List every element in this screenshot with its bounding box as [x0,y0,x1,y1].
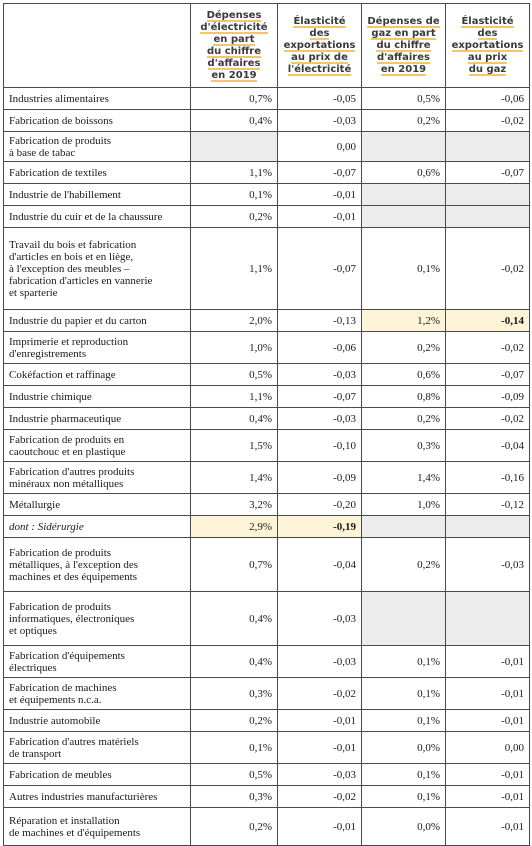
cell-gas-share: 1,0% [362,494,446,516]
cell-elec-elasticity: -0,03 [278,592,362,646]
header-elec-elasticity [278,4,362,88]
cell-gas-elasticity: -0,02 [446,110,530,132]
table-row [4,710,530,732]
cell-gas-elasticity: -0,06 [446,88,530,110]
row-label-line: de transport [9,747,62,760]
row-label [4,808,191,846]
row-label-line: à base de tabac [9,146,76,159]
row-label-line: Industries alimentaires [9,92,109,105]
row-label-line: Fabrication d'équipements [9,649,125,662]
row-label [4,110,191,132]
header-label-cell [4,4,191,88]
cell-elec-elasticity: -0,04 [278,538,362,592]
cell-elec-share: 0,2% [191,808,278,846]
cell-gas-share: 0,3% [362,430,446,462]
row-label [4,132,191,162]
cell-gas-share: 0,2% [362,332,446,364]
cell-gas-share: 0,5% [362,88,446,110]
row-label [4,646,191,678]
row-label-line: Métallurgie [9,498,61,511]
row-label-line: Fabrication de produits [9,600,112,613]
row-label [4,184,191,206]
cell-gas-share [362,184,446,206]
cell-elec-elasticity: -0,13 [278,310,362,332]
table-row [4,332,530,364]
row-label [4,710,191,732]
cell-gas-share: 0,1% [362,786,446,808]
row-label-line: machines et des équipements [9,570,137,583]
cell-elec-elasticity: -0,02 [278,786,362,808]
cell-gas-share: 0,1% [362,764,446,786]
cell-gas-elasticity: -0,01 [446,764,530,786]
cell-gas-share: 0,2% [362,110,446,132]
row-label [4,408,191,430]
cell-gas-elasticity: -0,04 [446,430,530,462]
table-row [4,110,530,132]
row-label [4,364,191,386]
cell-elec-share: 0,2% [191,710,278,732]
row-label-line: Fabrication d'autres matériels [9,735,139,748]
row-label [4,462,191,494]
cell-elec-share: 0,7% [191,538,278,592]
row-label [4,678,191,710]
table-body [4,88,530,846]
cell-elec-share: 0,2% [191,206,278,228]
header-text: Dépenses d'électricité en part du chiffre d'affaires en 2019 [200,9,268,81]
row-label-line: caoutchouc et en plastique [9,445,126,458]
table-row [4,494,530,516]
cell-elec-share: 0,4% [191,646,278,678]
row-label [4,786,191,808]
table-row [4,206,530,228]
cell-gas-elasticity: -0,02 [446,332,530,364]
row-label-line: dont : Sidérurgie [9,520,84,533]
table-row [4,592,530,646]
cell-elec-share: 0,1% [191,732,278,764]
row-label-line: minéraux non métalliques [9,477,124,490]
cell-gas-share: 0,0% [362,808,446,846]
table-row [4,732,530,764]
row-label-line: Fabrication de boissons [9,114,113,127]
cell-elec-share: 3,2% [191,494,278,516]
cell-gas-elasticity: -0,14 [446,310,530,332]
row-label [4,430,191,462]
cell-elec-share: 0,4% [191,110,278,132]
row-label [4,592,191,646]
cell-gas-elasticity: -0,16 [446,462,530,494]
cell-elec-share: 0,4% [191,408,278,430]
table-row [4,364,530,386]
row-label-line: Industrie de l'habillement [9,188,121,201]
cell-elec-elasticity: -0,01 [278,184,362,206]
cell-elec-elasticity: -0,03 [278,408,362,430]
row-label [4,162,191,184]
header-elec-share [191,4,278,88]
cell-elec-elasticity: -0,03 [278,364,362,386]
cell-elec-share: 1,5% [191,430,278,462]
cell-gas-elasticity [446,132,530,162]
row-label [4,332,191,364]
cell-gas-share: 0,2% [362,408,446,430]
cell-elec-share: 0,7% [191,88,278,110]
row-label-line: Fabrication de textiles [9,166,107,179]
cell-elec-share: 0,3% [191,678,278,710]
cell-gas-elasticity [446,592,530,646]
row-label-line: métalliques, à l'exception des [9,558,139,571]
cell-gas-elasticity [446,206,530,228]
cell-gas-elasticity: -0,02 [446,408,530,430]
cell-gas-share: 0,6% [362,162,446,184]
table-row [4,786,530,808]
cell-elec-share: 1,1% [191,386,278,408]
cell-elec-share: 1,4% [191,462,278,494]
cell-gas-share: 0,1% [362,678,446,710]
row-label-line: Fabrication de produits [9,546,112,559]
table-row [4,386,530,408]
cell-gas-share: 0,1% [362,646,446,678]
cell-gas-elasticity: -0,07 [446,162,530,184]
table-row [4,88,530,110]
row-label-line: Fabrication de produits [9,134,112,147]
cell-gas-share: 0,1% [362,228,446,310]
cell-gas-elasticity [446,184,530,206]
table-row [4,162,530,184]
table-row [4,228,530,310]
cell-elec-share: 1,0% [191,332,278,364]
cell-elec-share: 1,1% [191,162,278,184]
cell-gas-share [362,592,446,646]
cell-elec-share: 2,0% [191,310,278,332]
row-label-line: et équipements n.c.a. [9,693,102,706]
cell-elec-elasticity: -0,03 [278,646,362,678]
cell-gas-elasticity: -0,07 [446,364,530,386]
cell-elec-elasticity: -0,03 [278,764,362,786]
header-gas-share [362,4,446,88]
row-label-line: Travail du bois et fabrication [9,238,137,251]
cell-elec-share: 0,5% [191,364,278,386]
row-label-line: Fabrication de produits en [9,433,125,446]
cell-elec-elasticity: -0,19 [278,516,362,538]
data-table [3,3,530,846]
cell-gas-share: 0,1% [362,710,446,732]
cell-gas-share: 1,2% [362,310,446,332]
cell-elec-share: 0,1% [191,184,278,206]
header-row [4,4,530,88]
row-label-line: Imprimerie et reproduction [9,335,129,348]
row-label-line: fabrication d'articles en vannerie [9,274,153,287]
table-row [4,678,530,710]
cell-elec-elasticity: -0,07 [278,162,362,184]
cell-elec-elasticity: -0,01 [278,206,362,228]
cell-elec-elasticity: -0,20 [278,494,362,516]
table-row [4,538,530,592]
cell-gas-elasticity: -0,03 [446,538,530,592]
cell-gas-elasticity: -0,01 [446,646,530,678]
row-label [4,228,191,310]
cell-gas-elasticity: -0,01 [446,786,530,808]
cell-gas-elasticity: 0,00 [446,732,530,764]
cell-gas-elasticity: -0,01 [446,808,530,846]
row-label [4,538,191,592]
cell-elec-elasticity: -0,01 [278,732,362,764]
table-row [4,462,530,494]
cell-elec-elasticity: -0,07 [278,386,362,408]
cell-gas-elasticity: -0,01 [446,710,530,732]
row-label [4,516,191,538]
row-label-line: Fabrication d'autres produits [9,465,135,478]
cell-gas-share: 0,8% [362,386,446,408]
cell-elec-elasticity: -0,03 [278,110,362,132]
table-row [4,764,530,786]
row-label [4,732,191,764]
cell-gas-share: 1,4% [362,462,446,494]
cell-elec-share: 0,3% [191,786,278,808]
row-label-line: Industrie pharmaceutique [9,412,122,425]
table-row [4,430,530,462]
cell-gas-share [362,206,446,228]
cell-gas-elasticity: -0,09 [446,386,530,408]
row-label-line: de machines et d'équipements [9,826,141,839]
cell-gas-elasticity: -0,12 [446,494,530,516]
row-label-line: Industrie du cuir et de la chaussure [9,210,163,223]
table-row [4,808,530,846]
cell-elec-share: 0,5% [191,764,278,786]
cell-gas-share [362,132,446,162]
table-row [4,310,530,332]
row-label-line: d'enregistrements [9,347,87,360]
row-label [4,88,191,110]
row-label-line: électriques [9,661,57,674]
row-label-line: Industrie du papier et du carton [9,314,147,327]
row-label [4,206,191,228]
cell-elec-share [191,132,278,162]
cell-gas-share: 0,6% [362,364,446,386]
cell-elec-share: 0,4% [191,592,278,646]
row-label-line: Cokéfaction et raffinage [9,368,116,381]
row-label-line: Fabrication de machines [9,681,117,694]
cell-elec-elasticity: 0,00 [278,132,362,162]
table-row [4,516,530,538]
row-label [4,310,191,332]
cell-elec-elasticity: -0,02 [278,678,362,710]
cell-elec-elasticity: -0,07 [278,228,362,310]
table-row [4,184,530,206]
cell-elec-elasticity: -0,05 [278,88,362,110]
cell-elec-elasticity: -0,01 [278,808,362,846]
cell-gas-elasticity: -0,02 [446,228,530,310]
cell-elec-share: 2,9% [191,516,278,538]
row-label [4,494,191,516]
cell-elec-elasticity: -0,10 [278,430,362,462]
header-text: Élasticité des exportations au prix de l'électricité [283,15,356,75]
row-label-line: Fabrication de meubles [9,768,112,781]
cell-gas-share: 0,0% [362,732,446,764]
cell-elec-elasticity: -0,06 [278,332,362,364]
cell-elec-elasticity: -0,09 [278,462,362,494]
cell-gas-elasticity: -0,01 [446,678,530,710]
row-label-line: Industrie chimique [9,390,92,403]
row-label [4,764,191,786]
header-gas-elasticity [446,4,530,88]
table-row [4,132,530,162]
row-label-line: Industrie automobile [9,714,101,727]
row-label [4,386,191,408]
cell-elec-share: 1,1% [191,228,278,310]
cell-elec-elasticity: -0,01 [278,710,362,732]
row-label-line: Réparation et installation [9,814,120,827]
row-label-line: à l'exception des meubles – [9,262,130,275]
header-text: Élasticité des exportations au prix du gaz [451,15,524,75]
cell-gas-share: 0,2% [362,538,446,592]
cell-gas-share [362,516,446,538]
row-label-line: d'articles en bois et en liège, [9,250,134,263]
header-text: Dépenses de gaz en part du chiffre d'affaires en 2019 [367,15,440,75]
table-row [4,408,530,430]
row-label-line: informatiques, électroniques [9,612,135,625]
table-row [4,646,530,678]
row-label-line: et sparterie [9,286,58,299]
row-label-line: et optiques [9,624,57,637]
cell-gas-elasticity [446,516,530,538]
row-label-line: Autres industries manufacturières [9,790,158,803]
